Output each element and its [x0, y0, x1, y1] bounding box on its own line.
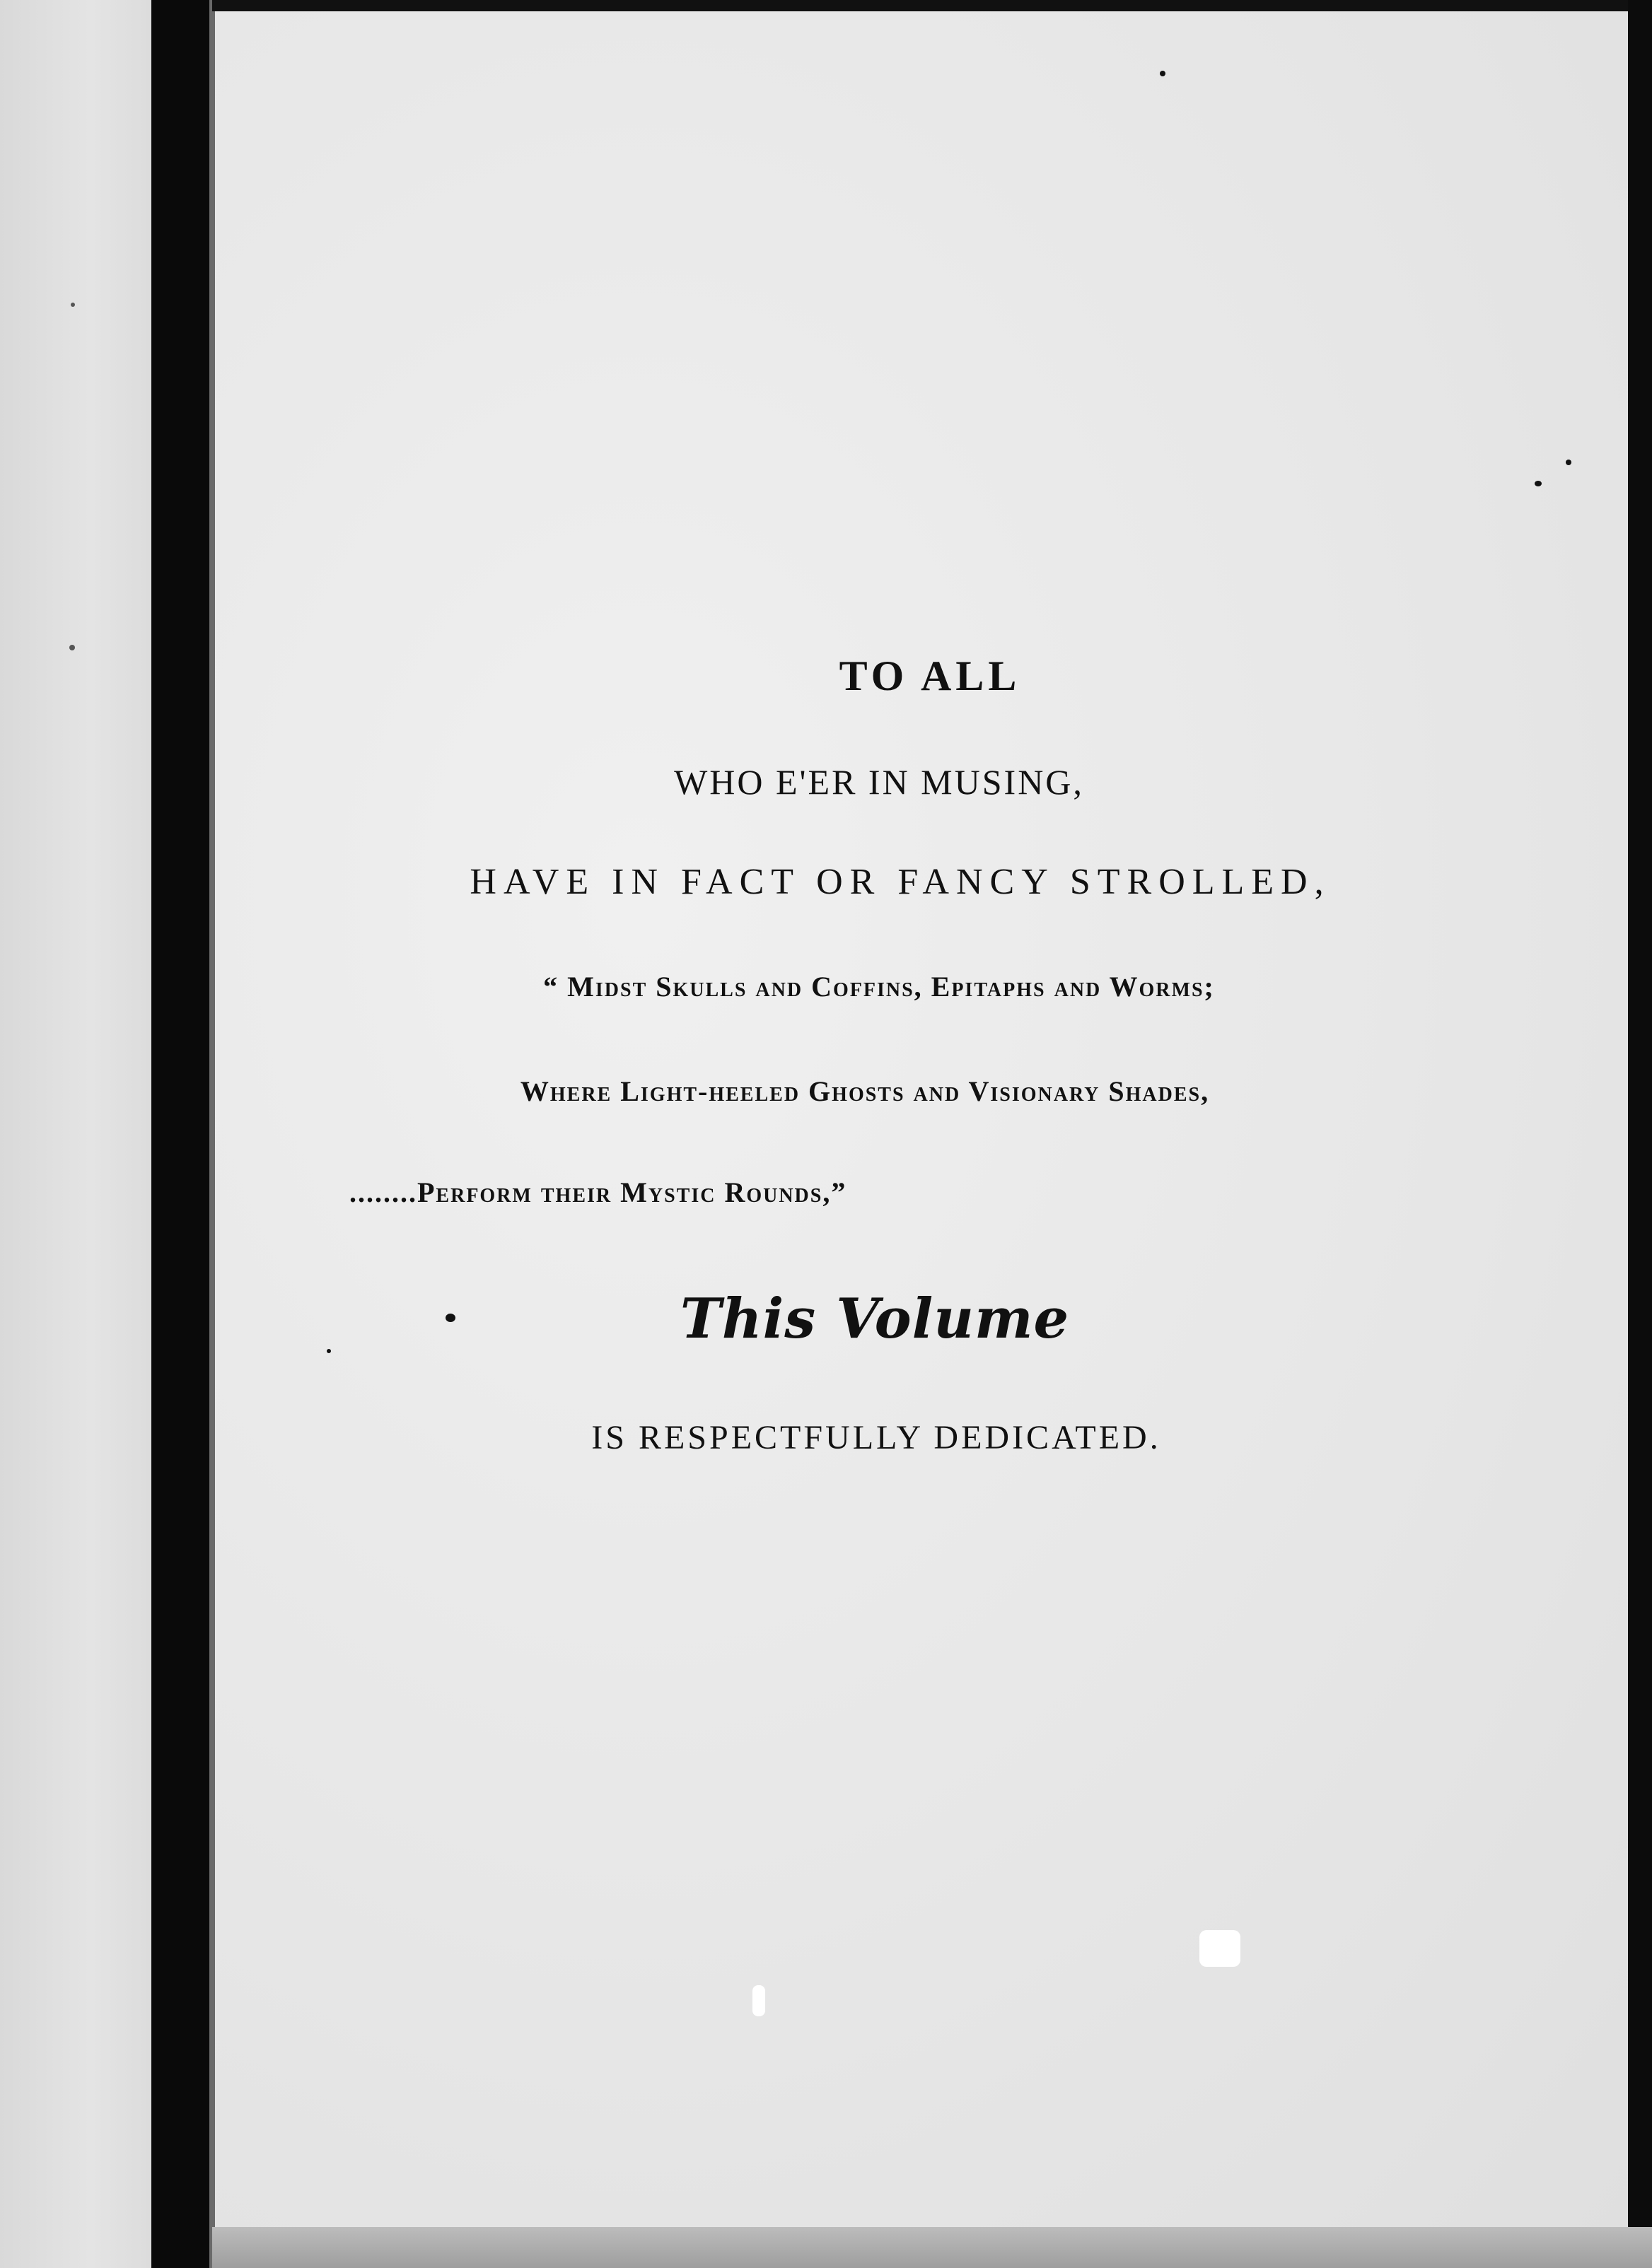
scan-speck [69, 645, 75, 650]
quotation-line: Where Light-heeled Ghosts and Visionary Shades, [520, 1075, 1210, 1107]
right-border [1628, 0, 1652, 2268]
facing-page-edge [0, 0, 151, 2268]
book-gutter [151, 0, 212, 2268]
blackletter-title: This Volume [680, 1287, 1070, 1351]
dedication-line: WHO E'ER IN MUSING, [674, 762, 1084, 802]
ellipsis-dots: ........ [349, 1176, 417, 1208]
dedication-heading: TO ALL [839, 653, 1021, 699]
quotation-text: Perform their Mystic Rounds,” [417, 1176, 847, 1208]
quotation-line: “ Midst Skulls and Coffins, Epitaphs and Worms; [543, 971, 1215, 1003]
gutter-edge [209, 0, 215, 2268]
dedication-block [215, 0, 1628, 2268]
dedication-closing: IS RESPECTFULLY DEDICATED. [591, 1419, 1161, 1456]
quotation-line [349, 1176, 1552, 1209]
scan-speck [71, 303, 75, 307]
dedication-line: HAVE IN FACT OR FANCY STROLLED, [470, 862, 1331, 902]
